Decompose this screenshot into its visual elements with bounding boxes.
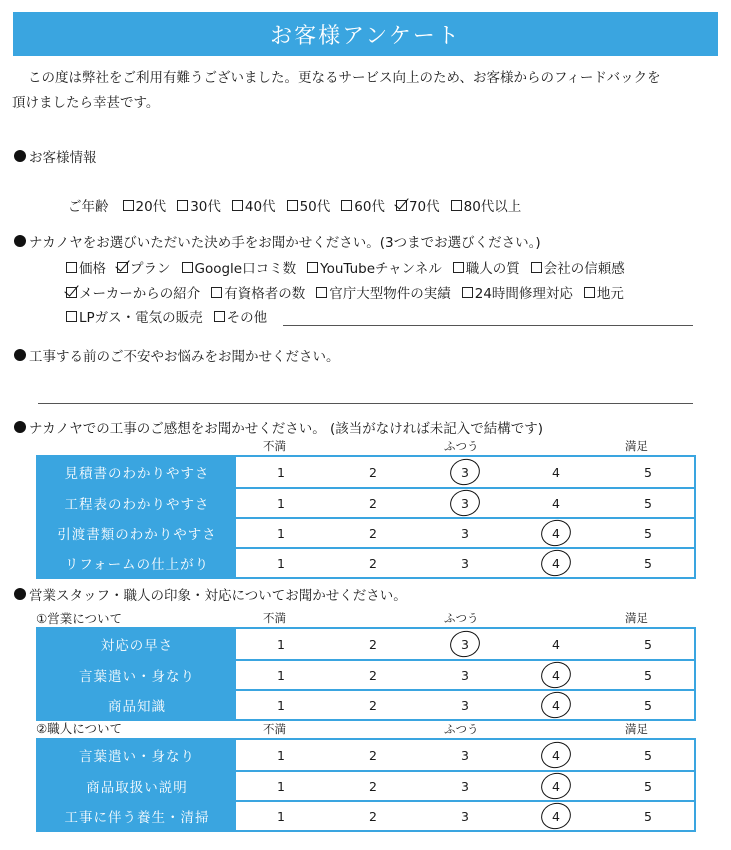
rating-value-2[interactable]: 2 xyxy=(369,667,377,683)
rating-row-label: リフォームの仕上がり xyxy=(38,549,236,577)
checkbox-checked[interactable] xyxy=(396,200,407,211)
scale-high-label: 満足 xyxy=(625,439,648,453)
rating-row xyxy=(38,659,694,689)
rating-row-label: 商品知識 xyxy=(38,691,236,719)
rating-value-2[interactable]: 2 xyxy=(369,495,377,511)
rating-value-1[interactable]: 1 xyxy=(277,778,285,794)
rating-value-5[interactable]: 5 xyxy=(644,697,652,713)
sales-sub-label: ①営業について xyxy=(36,611,122,626)
rating-row xyxy=(38,689,694,719)
rating-value-2[interactable]: 2 xyxy=(369,464,377,480)
sales-rating-table xyxy=(36,627,696,721)
reason-option-0-5[interactable] xyxy=(531,257,625,277)
checkbox[interactable] xyxy=(182,262,193,273)
option-label: その他 xyxy=(226,310,268,326)
rating-row-label: 商品取扱い説明 xyxy=(38,772,236,800)
checkbox-checked[interactable] xyxy=(117,262,128,273)
checkbox[interactable] xyxy=(341,200,352,211)
checkbox[interactable] xyxy=(531,262,542,273)
reason-option-1-4[interactable] xyxy=(584,282,624,302)
rating-value-3[interactable]: 3 xyxy=(461,808,469,824)
section-heading: 営業スタッフ・職人の印象・対応についてお聞かせください。 xyxy=(29,588,407,604)
option-label: プラン xyxy=(130,261,171,277)
rating-value-2[interactable]: 2 xyxy=(369,747,377,763)
rating-options xyxy=(236,457,694,487)
concerns-answer-line[interactable] xyxy=(38,403,693,404)
rating-value-5[interactable]: 5 xyxy=(644,636,652,652)
rating-value-1[interactable]: 1 xyxy=(277,464,285,480)
age-option-2[interactable] xyxy=(232,195,276,215)
age-option-5[interactable] xyxy=(396,195,440,215)
rating-value-2[interactable]: 2 xyxy=(369,525,377,541)
rating-row-label: 対応の早さ xyxy=(38,629,236,659)
scale-mid-label: ふつう xyxy=(444,439,479,453)
rating-value-1[interactable]: 1 xyxy=(277,747,285,763)
section-customer-info xyxy=(14,146,97,166)
reason-option-2-0[interactable] xyxy=(66,306,203,326)
rating-row-label: 引渡書類のわかりやすさ xyxy=(38,519,236,547)
rating-value-5[interactable]: 5 xyxy=(644,747,652,763)
age-option-0[interactable] xyxy=(123,195,167,215)
checkbox[interactable] xyxy=(453,262,464,273)
reason-option-0-0[interactable] xyxy=(66,257,106,277)
page-title: お客様アンケート xyxy=(270,23,461,49)
rating-value-1[interactable]: 1 xyxy=(277,525,285,541)
bullet-icon xyxy=(14,421,26,433)
reason-option-2-1[interactable] xyxy=(214,306,268,326)
bullet-icon xyxy=(14,150,26,162)
rating-value-4[interactable]: 4 xyxy=(552,495,560,511)
age-row xyxy=(68,195,532,215)
rating-value-selected-4[interactable]: 4 xyxy=(541,802,571,830)
section-heading: ナカノヤでの工事のご感想をお聞かせください。 (該当がなければ未記入で結構です) xyxy=(29,421,544,437)
scale-mid-label: ふつう xyxy=(444,722,479,736)
rating-value-4[interactable]: 4 xyxy=(552,636,560,652)
section-heading: 工事する前のご不安やお悩みをお聞かせください。 xyxy=(29,349,340,365)
reason-option-0-1[interactable] xyxy=(117,257,171,277)
rating-value-3[interactable]: 3 xyxy=(461,697,469,713)
rating-options xyxy=(236,740,694,770)
reason-choices-row-2 xyxy=(66,282,635,302)
reason-option-1-2[interactable] xyxy=(316,282,451,302)
checkbox[interactable] xyxy=(232,200,243,211)
section-heading: お客様情報 xyxy=(29,150,97,166)
reason-option-1-0[interactable] xyxy=(66,282,200,302)
rating-value-5[interactable]: 5 xyxy=(644,525,652,541)
intro-text xyxy=(12,66,718,116)
rating-value-selected-4[interactable]: 4 xyxy=(541,740,571,770)
rating-value-1[interactable]: 1 xyxy=(277,636,285,652)
checkbox[interactable] xyxy=(211,287,222,298)
rating-options xyxy=(236,489,694,517)
rating-value-selected-4[interactable]: 4 xyxy=(541,661,571,689)
section-impression xyxy=(14,417,543,437)
rating-value-selected-4[interactable]: 4 xyxy=(541,691,571,719)
section-concerns xyxy=(14,345,340,365)
option-label: 価格 xyxy=(79,261,106,277)
rating-options xyxy=(236,802,694,830)
checkbox[interactable] xyxy=(66,262,77,273)
rating-value-selected-4[interactable]: 4 xyxy=(541,549,571,577)
rating-value-5[interactable]: 5 xyxy=(644,778,652,794)
rating-options xyxy=(236,629,694,659)
checkbox[interactable] xyxy=(462,287,473,298)
scale-low-label: 不満 xyxy=(263,722,286,736)
option-label: 職人の質 xyxy=(465,261,520,277)
reason-option-0-4[interactable] xyxy=(453,257,520,277)
rating-value-1[interactable]: 1 xyxy=(277,808,285,824)
rating-row xyxy=(38,517,694,547)
rating-value-2[interactable]: 2 xyxy=(369,778,377,794)
reason-option-0-2[interactable] xyxy=(182,257,297,277)
scale-low-label: 不満 xyxy=(263,439,286,453)
scale-high-label: 満足 xyxy=(625,722,648,736)
option-label: LPガス・電気の販売 xyxy=(79,310,203,326)
intro-line-1: この度は弊社をご利用有難うございました。更なるサービス向上のため、お客様からのフィードバックを xyxy=(28,70,661,86)
option-label: YouTubeチャンネル xyxy=(320,261,442,277)
checkbox[interactable] xyxy=(214,311,225,322)
rating-value-2[interactable]: 2 xyxy=(369,636,377,652)
rating-row xyxy=(38,629,694,659)
reason-choices-row-3 xyxy=(66,306,278,326)
age-option-4[interactable] xyxy=(341,195,385,215)
impression-rating-table xyxy=(36,455,696,579)
rating-row-label: 言葉遣い・身なり xyxy=(38,740,236,770)
reason-option-1-1[interactable] xyxy=(211,282,305,302)
bullet-icon xyxy=(14,349,26,361)
rating-value-selected-3[interactable]: 3 xyxy=(450,489,480,517)
checkbox[interactable] xyxy=(451,200,462,211)
scale-mid-label: ふつう xyxy=(444,611,479,625)
checkbox[interactable] xyxy=(123,200,134,211)
rating-value-3[interactable]: 3 xyxy=(461,667,469,683)
rating-value-3[interactable]: 3 xyxy=(461,747,469,763)
section-heading: ナカノヤをお選びいただいた決め手をお聞かせください。(3つまでお選びください。) xyxy=(29,235,541,251)
option-label: 70代 xyxy=(408,199,440,215)
rating-options xyxy=(236,549,694,577)
rating-options xyxy=(236,772,694,800)
rating-value-1[interactable]: 1 xyxy=(277,495,285,511)
rating-row xyxy=(38,547,694,577)
rating-row xyxy=(38,770,694,800)
age-option-1[interactable] xyxy=(177,195,221,215)
craftsman-sub-label: ②職人について xyxy=(36,721,122,736)
rating-value-2[interactable]: 2 xyxy=(369,697,377,713)
age-label: ご年齢 xyxy=(68,199,109,215)
option-label: メーカーからの紹介 xyxy=(79,286,201,302)
section-reason xyxy=(14,231,541,251)
rating-value-3[interactable]: 3 xyxy=(461,555,469,571)
checkbox[interactable] xyxy=(584,287,595,298)
option-label: 80代以上 xyxy=(463,199,522,215)
scale-low-label: 不満 xyxy=(263,611,286,625)
rating-value-3[interactable]: 3 xyxy=(461,778,469,794)
age-option-6[interactable] xyxy=(451,195,522,215)
rating-value-5[interactable]: 5 xyxy=(644,464,652,480)
rating-row xyxy=(38,457,694,487)
bullet-icon xyxy=(14,235,26,247)
section-staff xyxy=(14,584,407,604)
rating-value-1[interactable]: 1 xyxy=(277,697,285,713)
checkbox[interactable] xyxy=(287,200,298,211)
rating-value-3[interactable]: 3 xyxy=(461,525,469,541)
option-label: 50代 xyxy=(299,199,331,215)
checkbox[interactable] xyxy=(177,200,188,211)
rating-row-label: 言葉遣い・身なり xyxy=(38,661,236,689)
rating-options xyxy=(236,691,694,719)
rating-value-1[interactable]: 1 xyxy=(277,555,285,571)
reason-option-0-3[interactable] xyxy=(307,257,442,277)
rating-row-label: 工程表のわかりやすさ xyxy=(38,489,236,517)
checkbox[interactable] xyxy=(316,287,327,298)
option-label: 24時間修理対応 xyxy=(474,286,573,302)
rating-value-selected-4[interactable]: 4 xyxy=(541,772,571,800)
rating-value-selected-4[interactable]: 4 xyxy=(541,519,571,547)
checkbox[interactable] xyxy=(307,262,318,273)
option-label: 官庁大型物件の実績 xyxy=(329,286,451,302)
option-label: 30代 xyxy=(190,199,221,215)
bullet-icon xyxy=(14,588,26,600)
checkbox-checked[interactable] xyxy=(66,287,77,298)
rating-value-selected-3[interactable]: 3 xyxy=(450,629,480,659)
rating-value-selected-3[interactable]: 3 xyxy=(450,457,480,487)
rating-value-4[interactable]: 4 xyxy=(552,464,560,480)
option-label: 20代 xyxy=(135,199,167,215)
craftsman-rating-table xyxy=(36,738,696,832)
option-label: 40代 xyxy=(244,199,276,215)
rating-value-5[interactable]: 5 xyxy=(644,667,652,683)
reason-option-1-3[interactable] xyxy=(462,282,573,302)
survey-title-bar xyxy=(13,12,718,56)
scale-high-label: 満足 xyxy=(625,611,648,625)
rating-options xyxy=(236,661,694,689)
option-label: 会社の信頼感 xyxy=(543,261,625,277)
rating-value-2[interactable]: 2 xyxy=(369,555,377,571)
intro-line-2: 頂けましたら幸甚です。 xyxy=(12,95,160,111)
rating-value-2[interactable]: 2 xyxy=(369,808,377,824)
rating-options xyxy=(236,519,694,547)
rating-row-label: 工事に伴う養生・清掃 xyxy=(38,802,236,830)
reason-choices-row-1 xyxy=(66,257,636,277)
option-label: 有資格者の数 xyxy=(224,286,306,302)
rating-value-5[interactable]: 5 xyxy=(644,555,652,571)
rating-value-5[interactable]: 5 xyxy=(644,495,652,511)
rating-row xyxy=(38,487,694,517)
rating-row xyxy=(38,800,694,830)
checkbox[interactable] xyxy=(66,311,77,322)
rating-value-1[interactable]: 1 xyxy=(277,667,285,683)
rating-row-label: 見積書のわかりやすさ xyxy=(38,457,236,487)
rating-value-5[interactable]: 5 xyxy=(644,808,652,824)
other-answer-line[interactable] xyxy=(283,325,693,326)
rating-row xyxy=(38,740,694,770)
age-option-3[interactable] xyxy=(287,195,331,215)
option-label: Google口コミ数 xyxy=(194,261,297,277)
option-label: 地元 xyxy=(596,286,624,302)
option-label: 60代 xyxy=(354,199,385,215)
